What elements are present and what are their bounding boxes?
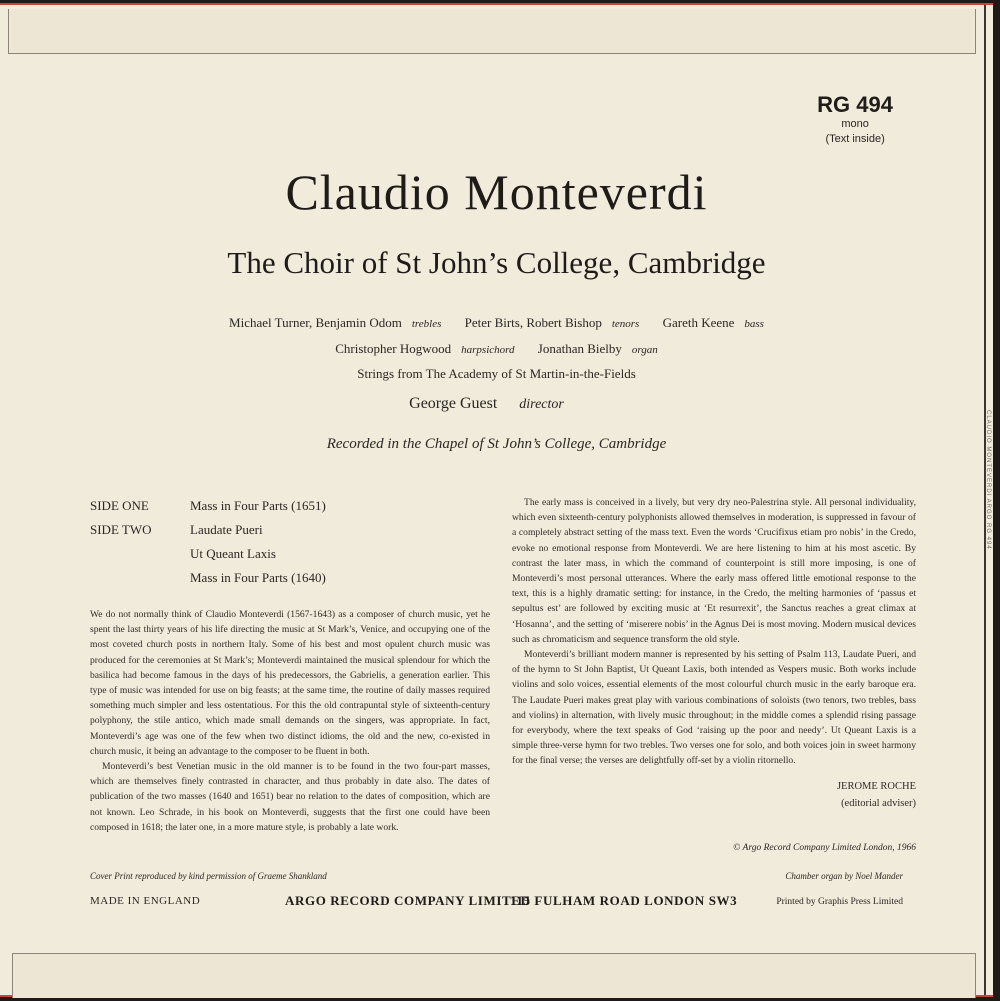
credit-name: Gareth Keene: [662, 315, 735, 330]
tracklist: [90, 498, 326, 594]
track-row: [90, 498, 326, 522]
notes-signature: [512, 778, 916, 812]
recording-location: Recorded in the Chapel of St John’s College, Cambridge: [326, 436, 667, 452]
record-sleeve-back: [0, 3, 993, 997]
top-flap: [8, 9, 976, 54]
organ-credit: Chamber organ by Noel Mander: [785, 871, 903, 881]
side-label: [90, 570, 190, 594]
performers-title: The Choir of St John’s College, Cambridge: [227, 245, 766, 280]
composer-title: Claudio Monteverdi: [285, 164, 708, 220]
bottom-flap: [12, 953, 976, 998]
notes-paragraph: The early mass is conceived in a lively, but very dry neo-Palestrina style. All personal individuality, which even sixteenth-century polyphonists allowed themselves in moderation, is suppressed in favour of a completely abstract setting of the mass text. Even the words ‘Crucifixus etiam pro nobis’ in the Credo, evoke no emotional response from Monteverdi. We are here listening to him at his most ascetic. By contrast the later mass, in which the command of counterpoint is still more imposing, is one of Monteverdi’s most personal utterances. Where the early mass offered little emotional response to the text, this is a highly dramatic setting: for instance, in the Credo, the melting harmonies of ‘passus et sepultus est’ are followed by exciting music at ‘Et resurrexit’, the Sanctus reaches a great climax at ‘Hosanna’, and the setting of ‘miserere nobis’ in the Agnus Dei is most moving. Modern musical devices such as chromaticism and sequence transform the old style.: [512, 497, 916, 645]
track-row: [90, 570, 326, 594]
printer-credit: Printed by Graphis Press Limited: [776, 897, 903, 907]
director-role: director: [519, 397, 564, 412]
spine-text: CLAUDIO MONTEVERDI ARGO RG 494: [985, 410, 991, 550]
made-in-label: MADE IN ENGLAND: [90, 895, 201, 907]
catalog-number: RG 494: [817, 92, 893, 117]
notes-paragraph: Monteverdi’s brilliant modern manner is represented by his setting of Psalm 113, Laudate Pueri, and of the hymn to St John Baptist, Ut Queant Laxis, both intended as Vespers music. Both works include violins and solo voices, essential elements of the most colourful church music in the early baroque era. The Laudate Pueri makes great play with various combinations of soloists (two tenors, two trebles, bass and violins) in alternation, with lively music throughout; in the middle comes a splendid rising passage for everybody, where the text speaks of God ‘raising up the poor and needy’. Ut Queant Laxis is a simple three-verse hymn for two trebles. Two verses one for solo, and both voices join in sweet harmony for the final verse; the verses are delightfully off-set by a violin ritornello.: [512, 649, 916, 767]
credit-role: harpsichord: [461, 344, 515, 356]
copyright-notice: © Argo Record Company Limited London, 1966: [733, 843, 916, 853]
credit-role: organ: [631, 344, 658, 356]
company-name: ARGO RECORD COMPANY LIMITED: [285, 893, 531, 908]
notes-paragraph: We do not normally think of Claudio Monteverdi (1567-1643) as a composer of church music, yet he spent the last thirty years of his life directing the music at St Mark’s, Venice, and occupying one of the most coveted church posts in northern Italy. Some of his best and most opulent church music was produced for the ceremonies at St Mark’s; Monteverdi maintained the musical splendour for which the basilica had become famous in the days of his predecessors, the Gabrielis, a generation earlier. This type of music was intended for use on big feasts; at the same time, the routine of daily masses required something much simpler and less ostentatious. For this the old contrapuntal style of sixteenth-century polyphony, the stile antico, which made small demands on the singers, was appropriate. In fact, Monteverdi’s age was one of the few when two distinct idioms, the old and the new, co-existed in church music, it being an advantage to the composer to be fluent in both.: [90, 609, 490, 757]
company-address: 115 FULHAM ROAD LONDON SW3: [510, 893, 738, 908]
credit-role: bass: [744, 318, 764, 330]
author-name: JEROME ROCHE: [836, 780, 916, 792]
credit-name: Christopher Hogwood: [335, 341, 452, 356]
author-role: (editorial adviser): [841, 797, 916, 809]
credits-line-2: [0, 341, 993, 357]
notes-right-column: [512, 495, 916, 812]
credit-name: Michael Turner, Benjamin Odom: [229, 315, 402, 330]
track-row: [90, 546, 326, 570]
track-title: Mass in Four Parts (1640): [190, 570, 326, 585]
credit-name: Jonathan Bielby: [537, 341, 622, 356]
track-row: [90, 522, 326, 546]
director-name: George Guest: [409, 395, 498, 412]
credits-strings: Strings from The Academy of St Martin-in-the-Fields: [357, 366, 636, 381]
cover-print-credit: Cover Print reproduced by kind permission of Graeme Shankland: [90, 871, 327, 881]
track-title: Laudate Pueri: [190, 522, 263, 537]
catalog-note: (Text inside): [825, 133, 885, 145]
catalog-block: [817, 93, 893, 147]
side-label: SIDE TWO: [90, 522, 152, 537]
credits-line-1: [0, 315, 993, 331]
credit-role: tenors: [611, 318, 640, 330]
credit-name: Peter Birts, Robert Bishop: [464, 315, 602, 330]
track-title: Ut Queant Laxis: [190, 546, 276, 561]
notes-left-column: [90, 607, 490, 835]
track-title: Mass in Four Parts (1651): [190, 498, 326, 513]
notes-paragraph: Monteverdi’s best Venetian music in the old manner is to be found in the two four-part masses, which are themselves finely contrasted in character, and thus probably in date also. The dates of publication of the two masses (1640 and 1651) bear no relation to the dates of composition, which are not known. Leo Schrade, in his book on Monteverdi, suggests that the first one could have been composed in 1618; the later one, in a more mature style, is probably a late work.: [90, 761, 490, 833]
side-label: SIDE ONE: [90, 498, 149, 513]
credits-director: [0, 395, 993, 413]
side-label: [90, 546, 190, 570]
catalog-format: mono: [841, 118, 869, 130]
credit-role: trebles: [411, 318, 442, 330]
